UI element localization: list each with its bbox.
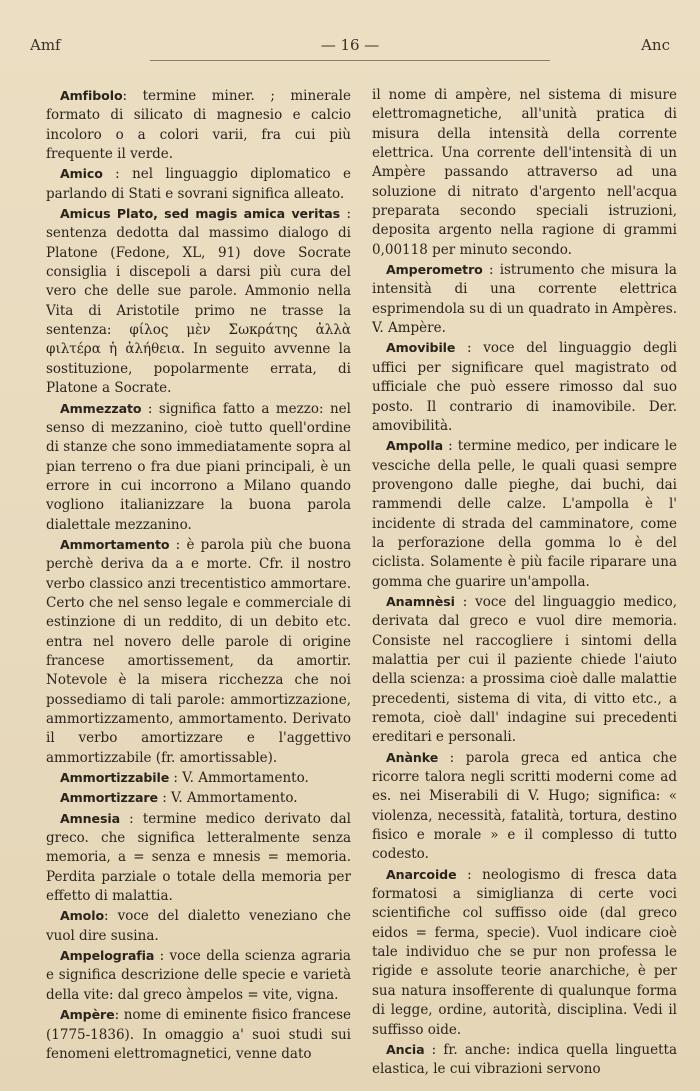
entry-ananke: Anànke : parola greca ed antica che ricorre talora negli scritti moderni come ad es. nei Miserabili di V. Hugo; significa: « violenza, necessità, fatalità, tortura, destino fisico e morale » e il complesso di tutto codesto. [372, 749, 677, 863]
entry-ammezzato: Ammezzato : significa fatto a mezzo: nel senso di mezzanino, cioè tutto quell'ordine di stanze che sono immediatamente sopra al pian terreno o fra due piani principali, è un errore in cui incorrono a Milano quando vogliono italianizzare la buona parola dialettale mezzanino. [46, 400, 351, 533]
definition: è parola più che buona perchè deriva da a e morte. Cfr. il nostro verbo classico anzi trecentistico ammortare. Certo che nel senso legale e commerciale di estinzione di un reddito, di un debito etc. entra nel novero delle parole di origine francese amortissement, da amortir. Notevole è la misera ricchezza che noi possediamo di tali parole: ammortizzazione, ammortizzamento, ammortamento. Derivato il verbo amortizzare e l'aggettivo ammortizzabile (fr. amortissable). [46, 536, 351, 766]
headword: Ammezzato [60, 400, 142, 416]
left-column [46, 86, 351, 1064]
definition: nome di eminente fisico francese (1775-1836). In omaggio a' suoi studi sui fenomeni elettromagnetici, venne dato [46, 1007, 351, 1062]
page-number: — 16 — [320, 36, 380, 54]
definition: fr. anche: indica quella linguetta elastica, le cui vibrazioni servono [372, 1041, 677, 1078]
entry-anamnesi: Anamnèsi : voce del linguaggio medico, derivata dal greco e vuol dire memoria. Consiste nel raccogliere i sintomi della malattia per cui il paziente chiede l'aiuto della scienza: a prossima cioè dalle malattie precedenti, sistema di vita, di vitto etc., a remota, cioè dall' indagine sui precedenti ereditari e personali. [372, 593, 677, 746]
definition: termine medico, per indicare le vesciche della pelle, le quali quasi sempre provengono dalle pieghe, dai buchi, dai rammendi delle calze. L'ampolla è l' incidente di strada del camminatore, come la perforazione della gomma lo è del ciclista. Solamente è più facile riparare una gomma che guarire un'ampolla. [372, 438, 678, 590]
definition: V. Ammortamento. [182, 770, 309, 787]
entry-amico: Amico : nel linguaggio diplomatico e parlando di Stati e sovrani significa alleato. [46, 166, 351, 202]
headword: Amolo [60, 908, 104, 924]
definition: voce del linguaggio degli uffici per significare quel magistrato od ufficiale che può essere rimosso dal suo posto. Il contrario di inamovibile. Der. amovibilità. [372, 340, 677, 434]
headword: Amovibile [386, 340, 456, 356]
definition: voce del dialetto veneziano che vuol dire susina. [46, 908, 351, 944]
headword: Amico [60, 166, 103, 182]
definition: voce della scienza agraria e significa descrizione delle specie e varietà della vite: dal greco àmpelos = vite, vigna. [46, 948, 351, 1003]
entry-ampolla: Ampolla : termine medico, per indicare le vesciche della pelle, le quali quasi sempre provengono dalle pieghe, dai buchi, dai rammendi delle calze. L'ampolla è l' incidente di strada del camminatore, come la perforazione della gomma lo è del ciclista. Solamente è più facile riparare una gomma che guarire un'ampolla. [372, 438, 678, 590]
headword: Amfibolo [60, 88, 123, 103]
definition: voce del linguaggio medico, derivata dal greco e vuol dire memoria. Consiste nel raccogliere i sintomi della malattia per cui il paziente chiede l'aiuto della scienza: a prossima cioè dalle malattie precedenti, sistema di vita, di vitto etc., a remota, cioè dall' indagine sui precedenti ereditari e personali. [372, 593, 677, 746]
entry-amnesia: Amnesia : termine medico derivato dal greco. che significa letteralmente senza memoria, a = senza e mnesis = memoria. Perdita parziale o totale della memoria per effetto di malattia. [46, 810, 351, 905]
headword: Anamnèsi [386, 593, 455, 609]
entry-ammortizzabile: Ammortizzabile : V. Ammortamento. [60, 770, 309, 787]
headword: Ampère [60, 1007, 115, 1023]
headword: Amicus Plato, sed magis amica veritas [60, 206, 341, 222]
entry-ampere-continued [372, 86, 677, 260]
entry-amicus-plato: Amicus Plato, sed magis amica veritas : sentenza dedotta dal massimo dialogo di Platone (Fedone, XL, 91) dove Socrate consiglia i discepoli a darsi più cura del vero che delle sue parole. Ammonio nella Vita di Aristotile primo ne trasse la sentenza: φίλος μὲν Σωκράτης ἀλλὰ φιλτέρα ἡ ἀλήθεια. In seguito avvenne la sostituzione, popolarmente errata, di Platone a Socrate. [46, 206, 351, 397]
definition: significa fatto a mezzo: nel senso di mezzanino, cioè tutto quell'ordine di stanze che sono immediatamente sopra al pian terreno o fra due piani principali, è un errore in cui incorrono a Milano quando vogliono italianizzare la buona parola dialettale mezzanino. [46, 400, 351, 533]
definition: nel linguaggio diplomatico e parlando di Stati e sovrani significa alleato. [46, 166, 351, 202]
headword: Amperometro [386, 262, 483, 278]
definition: neologismo di fresca data formatosi a simiglianza di certe voci scientifiche col suffisso oide (dal greco eidos = ferma, specie). Vuol indicare cioè tale individuo che se pur non professa le rigide e assolute teorie anarchiche, è per sua natura insofferente di qualunque forma di legge, ordine, autorità, disciplina. Vedi il suffisso oide. [372, 866, 677, 1038]
entry-amfibolo: Amfibolo: termine miner. ; minerale formato di silicato di magnesio e calcio incoloro o a colori varii, fra cui più frequente il verde. [46, 88, 351, 163]
definition: termine medico derivato dal greco. che significa letteralmente senza memoria, a = senza e mnesis = memoria. Perdita parziale o totale della memoria per effetto di malattia. [46, 810, 351, 905]
entry-ammortamento: Ammortamento : è parola più che buona perchè deriva da a e morte. Cfr. il nostro verbo classico anzi trecentistico ammortare. Certo che nel senso legale e commerciale di estinzione di un reddito, di un debito etc. entra nel novero delle parole di origine francese amortissement, da amortir. Notevole è la misera ricchezza che noi possediamo di tali parole: ammortizzazione, ammortizzamento, ammortamento. Derivato il verbo amortizzare e l'aggettivo ammortizzabile (fr. amortissable). [46, 536, 351, 766]
running-header [30, 36, 670, 56]
headword: Ampolla [386, 438, 443, 454]
headword: Anànke [386, 749, 439, 765]
definition: sentenza dedotta dal massimo dialogo di Platone (Fedone, XL, 91) dove Socrate consiglia i discepoli a darsi più cura del vero che delle sue parole. Ammonio nella Vita di Aristotile primo ne trasse la sentenza: φίλος μὲν Σωκράτης ἀλλὰ φιλτέρα ἡ ἀλήθεια. In seguito avvenne la sostituzione, popolarmente errata, di Platone a Socrate. [46, 225, 351, 397]
headword: Ammortizzabile [60, 770, 170, 786]
entry-amperometro: Amperometro : istrumento che misura la intensità di una corrente elettrica esprimendola su di un quadrato in Ampères. V. Ampère. [372, 262, 677, 337]
definition: parola greca ed antica che ricorre talora negli scritti moderni come ad es. nei Miserabili di V. Hugo; significa: « violenza, necessità, fatalità, tortura, destino fisico e morale » e il complesso di tutto codesto. [372, 749, 677, 863]
headword: Anarcoide [386, 866, 457, 882]
header-right-guide: Anc [641, 36, 670, 54]
entry-amovibile: Amovibile : voce del linguaggio degli uffici per significare quel magistrato od ufficiale che può essere rimosso dal suo posto. Il contrario di inamovibile. Der. amovibilità. [372, 340, 677, 434]
headword: Ancia [386, 1041, 425, 1057]
entry-amolo: Amolo: voce del dialetto veneziano che vuol dire susina. [46, 908, 351, 944]
headword: Amnesia [60, 810, 120, 826]
header-left-guide: Amf [30, 36, 61, 54]
entry-ancia: Ancia : fr. anche: indica quella linguetta elastica, le cui vibrazioni servono [372, 1041, 677, 1078]
entry-ammortizzare: Ammortizzare : V. Ammortamento. [60, 790, 298, 807]
definition: V. Ammortamento. [171, 790, 298, 807]
definition: termine miner. ; minerale formato di silicato di magnesio e calcio incoloro o a colori varii, fra cui più frequente il verde. [46, 88, 351, 163]
headword: Ampelografia [60, 948, 155, 964]
entry-anarcoide: Anarcoide : neologismo di fresca data formatosi a simiglianza di certe voci scientifiche col suffisso oide (dal greco eidos = ferma, specie). Vuol indicare cioè tale individuo che se pur non professa le rigide e assolute teorie anarchiche, è per sua natura insofferente di qualunque forma di legge, ordine, autorità, disciplina. Vedi il suffisso oide. [372, 866, 677, 1038]
headword: Ammortamento [60, 536, 170, 552]
right-column [372, 86, 677, 1080]
header-rule [150, 60, 550, 61]
definition: il nome di ampère, nel sistema di misure elettromagnetiche, all'unità pratica di misura della intensità della corrente elettrica. Una corrente dell'intensità di un Ampère passando attraverso ad una soluzione di nitrato d'argento nell'acqua preparata secondo speciali istruzioni, deposita argento nella ragione di grammi 0,00118 per minuto secondo. [372, 87, 677, 258]
headword: Ammortizzare [60, 790, 158, 806]
definition: istrumento che misura la intensità di una corrente elettrica esprimendola su di un quadrato in Ampères. V. Ampère. [372, 262, 677, 337]
entry-ampelografia: Ampelografia : voce della scienza agraria e significa descrizione delle specie e varietà della vite: dal greco àmpelos = vite, vigna. [46, 948, 351, 1003]
entry-ampere: Ampère: nome di eminente fisico francese (1775-1836). In omaggio a' suoi studi sui fenomeni elettromagnetici, venne dato [46, 1007, 351, 1062]
